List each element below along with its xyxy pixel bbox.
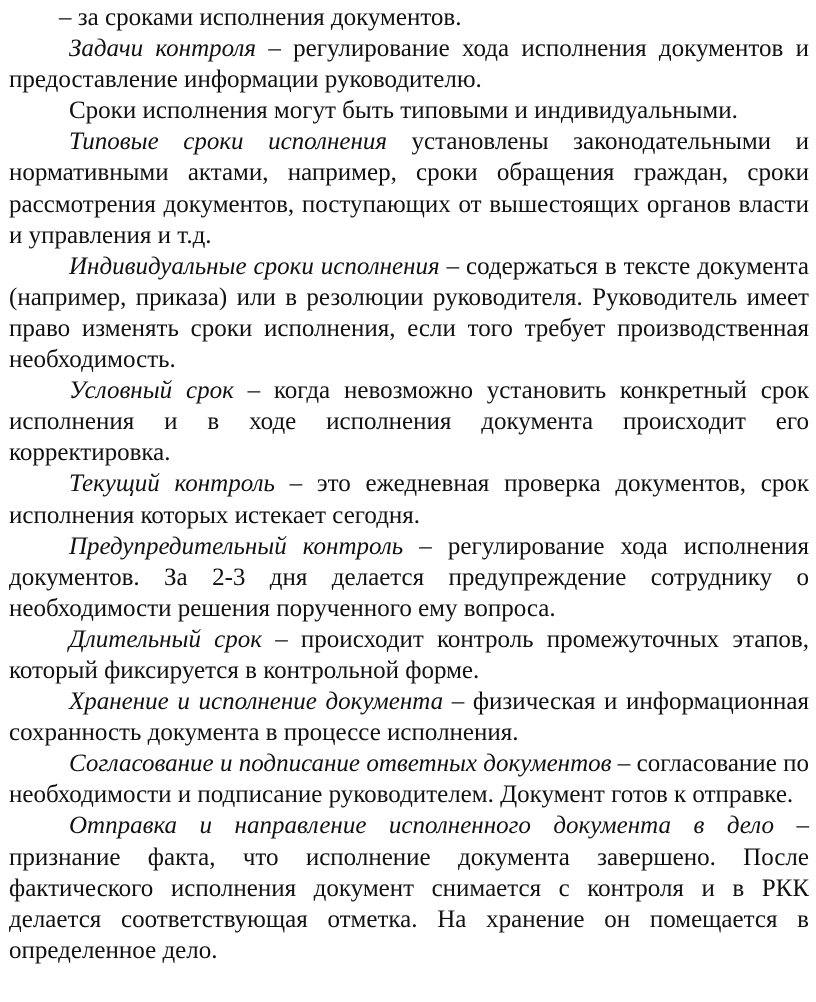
paragraph-term: Предупредительный контроль <box>69 532 404 560</box>
paragraph-text: – происходит контроль промежуточных этапов, который фиксируется в контрольной форме. <box>9 625 809 684</box>
paragraph-term: Условный срок <box>69 377 234 405</box>
paragraph-control-deadlines <box>9 2 809 33</box>
paragraph-text: – содержаться в тексте документа (например, приказа) или в резолюции руководителя. Руководитель имеет право изменять сроки исполнения, если того требует производственная необходимость. <box>9 252 809 374</box>
paragraph-term: Хранение и исполнение документа <box>69 688 444 716</box>
paragraph-deadline-types <box>9 95 809 126</box>
paragraph-preventive-control <box>9 531 809 624</box>
paragraph-current-control <box>9 468 809 530</box>
paragraph-term: Согласование и подписание ответных документов <box>69 750 612 778</box>
paragraph-text: – за сроками исполнения документов. <box>59 4 462 31</box>
paragraph-text: – это ежедневная проверка документов, срок исполнения которых истекает сегодня. <box>9 470 809 529</box>
paragraph-long-deadline <box>9 624 809 686</box>
paragraph-text: – когда невозможно установить конкретный срок исполнения и в ходе исполнения документа происходит его корректировка. <box>9 377 809 467</box>
paragraph-dispatch-filing <box>9 810 809 965</box>
paragraph-control-tasks <box>9 33 809 95</box>
paragraph-text: – регулирование хода исполнения документов. За 2-3 дня делается предупреждение сотруднику о необходимости решения порученного ему вопроса. <box>9 532 810 622</box>
paragraph-term: Индивидуальные сроки исполнения <box>69 252 440 280</box>
paragraph-text: – физическая и информационная сохранность документа в процессе исполнения. <box>9 688 809 747</box>
paragraph-term: Отправка и направление исполненного документа в дело <box>69 812 774 840</box>
paragraph-term: Задачи контроля <box>69 35 257 63</box>
paragraph-text: – регулирование хода исполнения документов и предоставление информации руководителю. <box>9 35 809 94</box>
paragraph-text: установлены законодательными и нормативными актами, например, сроки обращения граждан, сроки рассмотрения документов, поступающих от вышестоящих органов власти и управления и т.д. <box>9 128 809 249</box>
paragraph-individual-deadlines <box>9 251 809 375</box>
paragraph-standard-deadlines <box>9 126 809 250</box>
paragraph-term: Длительный срок <box>69 625 262 653</box>
paragraph-text: – признание факта, что исполнение документа завершено. После фактического исполнения документ снимается с контроля и в РКК делается соответствующая отметка. На хранение он помещается в определенное дело. <box>9 812 810 964</box>
paragraph-term: Текущий контроль <box>69 470 275 498</box>
paragraph-conditional-deadline <box>9 375 809 468</box>
document-page <box>9 2 809 966</box>
paragraph-term: Типовые сроки исполнения <box>69 128 387 156</box>
paragraph-text: Сроки исполнения могут быть типовыми и индивидуальными. <box>69 97 738 125</box>
paragraph-approval-signing <box>9 748 809 810</box>
paragraph-text: – согласование по необходимости и подписание руководителем. Документ готов к отправке. <box>9 750 809 809</box>
paragraph-storage-execution <box>9 686 809 748</box>
